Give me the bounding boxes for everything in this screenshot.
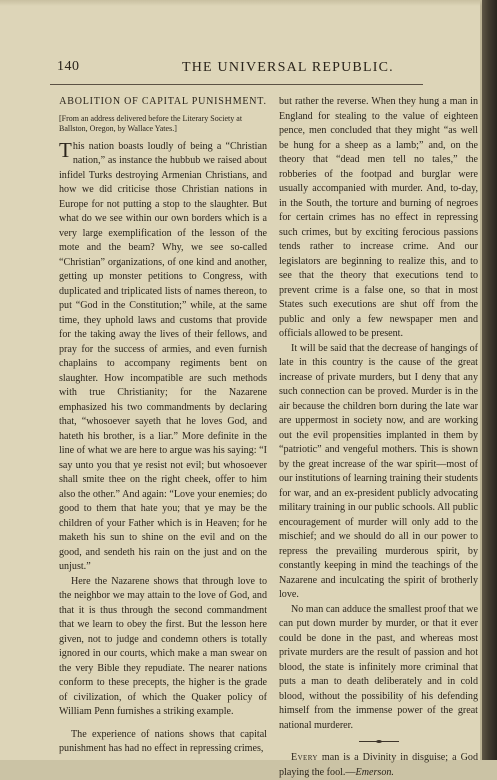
page-binding-edge — [482, 0, 497, 760]
paragraph-6: No man can adduce the smallest proof that we can put down murder by murder, or that it ever could be done in the past, and whereas most private murders are the result of passion and hot blood, the state is infinitely more criminal that puts a man to death deliberately and in cold blood, without the possibility of his defending himself from the immense power of the great national murderer. — [279, 603, 478, 731]
running-head — [0, 59, 482, 81]
quote-text: man is a Divinity in disguise; a God playing the fool.— — [279, 752, 478, 778]
paragraph-2: Here the Nazarene shows that through love to the neighbor we may attain to the love of God, and that it is thus through the second commandment that we learn to obey the first. But the lesson here given, not to judge and condemn others is totally ignored in our courts, which make a man swear on the very Bible they repudiate. The nearer nations conform to these precepts, the higher is the grade of civilization, of which the Quaker policy of William Penn furnishes a striking example. — [59, 575, 267, 718]
page-top-edge — [0, 0, 482, 6]
section-divider — [359, 740, 399, 743]
article-title: ABOLITION OF CAPITAL PUNISHMENT. — [59, 96, 267, 107]
quote-author: Emerson. — [355, 766, 394, 778]
emerson-quote — [279, 751, 478, 780]
journal-title: THE UNIVERSAL REPUBLIC. — [182, 60, 394, 75]
paragraph-5: It will be said that the decrease of hangings of late in this country is the cause of the great increase of private murders, but I deny that any such connection can be proved. Murder is in the air because the children born during the late war are uppermost in society now, and are working out the evil propensities implanted in them by “patriotic” and vengeful mothers. This is shown by the great increase of the war spirit—most of our institutions of learning training their students for war, and an ex-president publicly advocating military training in our public schools. All public encouragement of murder will only add to the mischief; and we should do all in our power to repress the prevailing murderous spirit, by constantly keeping in mind the teachings of the Nazarene and inculcating the spirit of brotherly love. — [279, 342, 478, 600]
left-column — [59, 95, 267, 757]
paragraph-3: The experience of nations shows that capital punishment has had no effect in repressing crimes, — [59, 728, 267, 755]
paragraph-4: but rather the reverse. When they hung a man in England for stealing to the value of eighteen pence, men concluded that they might “as well be hung for a sheep as a lamb;” and, on the theory that “dead men tell no tales,” the robberies of the footpad and burglar were usually accompanied with murder. And, to-day, in the South, the torture and burning of negroes for certain crimes has no effect in repressing such crimes, but by exciting ferocious passions tends rather to increase crime. And our legislators are beginning to realize this, and to see that the theory that executions tend to prevent crime is a false one, so that in most States such executions are shut off from the public and only a few newspaper men and officials allowed to be present. — [279, 96, 478, 339]
paragraph-1: This nation boasts loudly of being a “Christian nation,” as instance the hubbub we raised about infidel Turks destroying Armenian Christians, and how we did criticise those Christian nations in Europe for not putting a stop to the slaughter. But what do we see within our own borders which is a very large exemplification of the lesson of the mote and the beam? Why, we see so-called “Christian” organizations, of one kind and another, getting up monster petitions to Congress, with duplicated and triplicated lists of names thereon, to put “God in the Constitution;” while, at the same time, they uphold laws and customs that provide for the taking away the lives of their fellows, and pray for the success of armies, and even furnish chaplains to accompany regiments bent on slaughter. How incompatible are such methods with true Christianity; for the Nazarene emphasized his two commandments by declaring that, “whosoever sayeth that he loves God, and hateth his brother, is a liar.” More definite in the line of what we are here to argue was his saying: “I say unto you that ye resist not evil; but whosoever shall smite thee on the right cheek, offer to him also the other.” And again: “Love your enemies; do good to them that hate you; that ye may be the children of your Father which is in Heaven; for he maketh his sun to shine on the evil and on the good, and sendeth his rain on the just and on the unjust.” — [59, 137, 267, 573]
page-number: 140 — [57, 59, 80, 74]
article-note: [From an address delivered before the Literary Society at Ballston, Oregon, by Wallace Yates.] — [59, 113, 243, 134]
right-column — [279, 95, 478, 780]
quote-lead: Every — [291, 752, 318, 763]
header-rule — [50, 84, 423, 85]
